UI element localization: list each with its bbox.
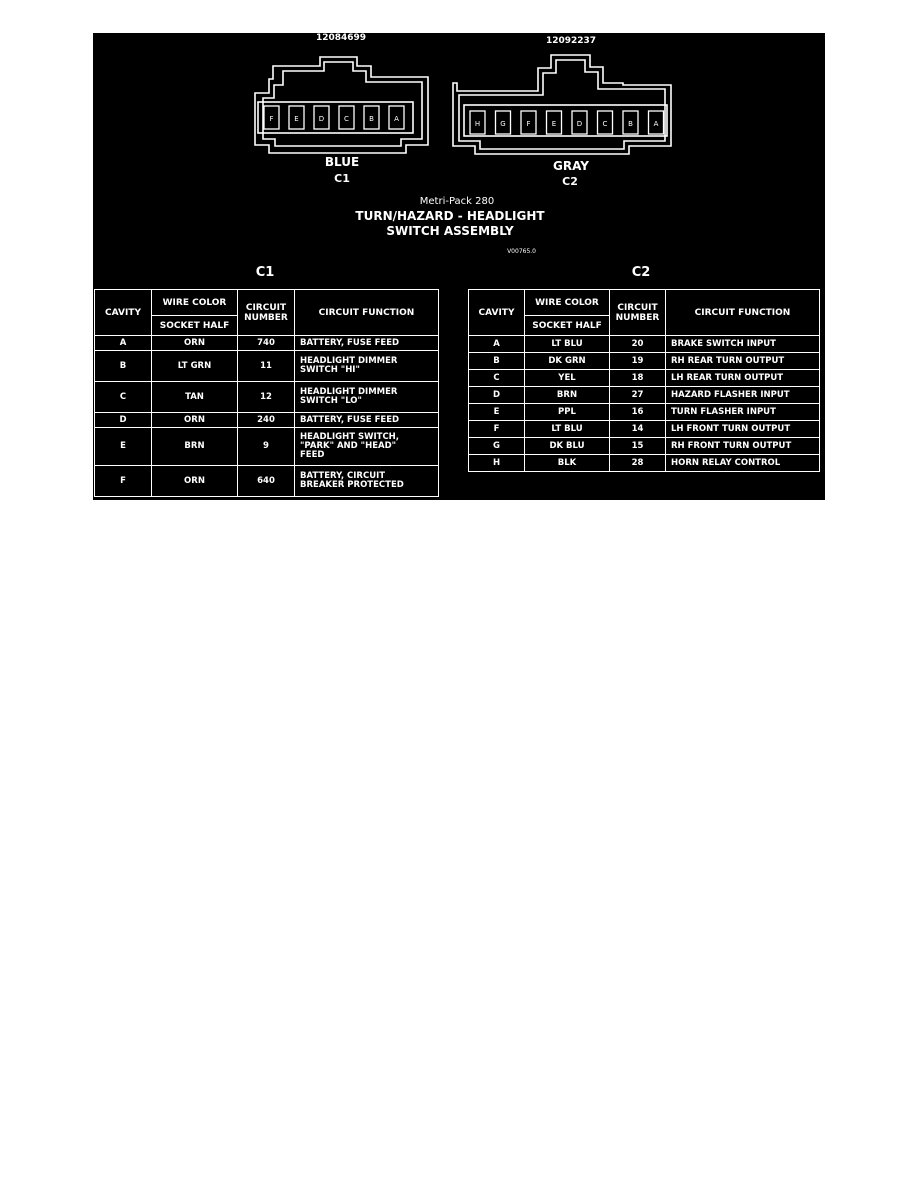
wire-color-cell: ORN: [152, 413, 238, 428]
table-row: [469, 353, 820, 370]
wire-color-cell: YEL: [525, 370, 610, 387]
circuit-function-line: SWITCH "LO": [300, 396, 362, 406]
circuit-function-cell: [666, 404, 820, 421]
assembly-title-line2: SWITCH ASSEMBLY: [386, 224, 514, 238]
wire-color-cell: LT BLU: [525, 421, 610, 438]
circuit-number-cell: 740: [238, 336, 295, 351]
c2-connector: [453, 55, 671, 154]
header-circuit-number: [238, 290, 295, 336]
c1-connector-name: C1: [334, 172, 350, 185]
table-row: [95, 466, 439, 497]
pin-label: B: [628, 120, 633, 128]
circuit-function-line: RH FRONT TURN OUTPUT: [671, 440, 792, 451]
circuit-function-line: SWITCH "HI": [300, 365, 360, 375]
c1-part-number: 12084699: [315, 33, 367, 43]
pin-label: A: [394, 115, 399, 123]
wire-color-cell: ORN: [152, 466, 238, 497]
pin-label: F: [269, 115, 274, 123]
table-row: [469, 455, 820, 472]
wire-color-cell: LT GRN: [152, 351, 238, 382]
circuit-function-cell: [295, 351, 439, 382]
c1-color-label: BLUE: [324, 155, 360, 169]
cavity-cell: C: [95, 382, 152, 413]
c2-pin-window: [464, 105, 667, 136]
pin-label: A: [653, 120, 659, 128]
circuit-number-cell: 28: [610, 455, 666, 472]
circuit-function-line: HORN RELAY CONTROL: [671, 457, 781, 468]
circuit-function-cell: [666, 455, 820, 472]
table-row: [95, 382, 439, 413]
c1-pinout-table: [94, 289, 439, 497]
table-row: [95, 428, 439, 466]
table-row: [469, 404, 820, 421]
wire-color-cell: DK BLU: [525, 438, 610, 455]
c2-table-label: C2: [631, 265, 651, 280]
header-circuit-number-line2: NUMBER: [615, 312, 660, 323]
header-socket-half: SOCKET HALF: [525, 316, 610, 336]
circuit-number-cell: 12: [238, 382, 295, 413]
pin-label: D: [576, 120, 583, 128]
circuit-function-line: HEADLIGHT DIMMER: [300, 356, 398, 366]
circuit-function-line: HAZARD FLASHER INPUT: [671, 389, 790, 400]
table-row: [469, 387, 820, 404]
circuit-function-line: BATTERY, CIRCUIT: [300, 471, 386, 481]
wire-color-cell: DK GRN: [525, 353, 610, 370]
cavity-cell: F: [95, 466, 152, 497]
c2-part-number: 12092237: [545, 36, 597, 46]
circuit-function-line: RH REAR TURN OUTPUT: [671, 355, 785, 366]
header-circuit-function: CIRCUIT FUNCTION: [295, 290, 439, 336]
pin-label: C: [602, 120, 608, 128]
table-row: [469, 438, 820, 455]
header-cavity: CAVITY: [469, 290, 525, 336]
circuit-number-cell: 15: [610, 438, 666, 455]
cavity-cell: D: [95, 413, 152, 428]
wire-color-cell: ORN: [152, 336, 238, 351]
circuit-number-cell: 640: [238, 466, 295, 497]
circuit-number-cell: 20: [610, 336, 666, 353]
table-row: [469, 336, 820, 353]
circuit-function-cell: [295, 428, 439, 466]
circuit-number-cell: 16: [610, 404, 666, 421]
circuit-number-cell: 11: [238, 351, 295, 382]
circuit-number-cell: 18: [610, 370, 666, 387]
circuit-function-line: BREAKER PROTECTED: [300, 480, 404, 490]
header-circuit-number-line2: NUMBER: [244, 312, 288, 323]
circuit-function-line: LH FRONT TURN OUTPUT: [671, 423, 791, 434]
c1-connector: [255, 57, 428, 153]
circuit-function-line: FEED: [300, 450, 325, 460]
circuit-function-cell: [295, 382, 439, 413]
table-row: [469, 421, 820, 438]
circuit-number-cell: 27: [610, 387, 666, 404]
pin-label: G: [500, 120, 506, 128]
cavity-cell: E: [95, 428, 152, 466]
circuit-function-line: HEADLIGHT DIMMER: [300, 387, 398, 397]
cavity-cell: D: [469, 387, 525, 404]
circuit-number-cell: 14: [610, 421, 666, 438]
pin-label: C: [344, 115, 349, 123]
connector-drawing: [93, 33, 825, 293]
connector-family-label: Metri-Pack 280: [419, 196, 495, 207]
c2-pin-row: [470, 111, 664, 134]
header-cavity: CAVITY: [95, 290, 152, 336]
pin-label: F: [526, 120, 531, 128]
table-row: [95, 413, 439, 428]
wire-color-cell: BLK: [525, 455, 610, 472]
circuit-function-cell: [666, 438, 820, 455]
circuit-function-cell: [295, 466, 439, 497]
c1-table-label: C1: [255, 265, 275, 280]
header-wire-color: WIRE COLOR: [525, 290, 610, 316]
header-circuit-function: CIRCUIT FUNCTION: [666, 290, 820, 336]
circuit-function-cell: [666, 336, 820, 353]
wire-color-cell: LT BLU: [525, 336, 610, 353]
wire-color-cell: BRN: [525, 387, 610, 404]
table-row: [469, 370, 820, 387]
circuit-function-line: BATTERY, FUSE FEED: [300, 414, 400, 425]
header-circuit-number-line1: CIRCUIT: [245, 302, 287, 313]
cavity-cell: B: [95, 351, 152, 382]
circuit-function-line: BRAKE SWITCH INPUT: [671, 338, 776, 349]
assembly-title-line1: TURN/HAZARD - HEADLIGHT: [355, 209, 545, 223]
circuit-number-cell: 9: [238, 428, 295, 466]
cavity-cell: A: [95, 336, 152, 351]
header-wire-color: WIRE COLOR: [152, 290, 238, 316]
circuit-function-cell: [666, 387, 820, 404]
pin-label: E: [551, 120, 557, 128]
connector-diagram-panel: [93, 33, 825, 500]
circuit-number-cell: 19: [610, 353, 666, 370]
cavity-cell: A: [469, 336, 525, 353]
c2-color-label: GRAY: [553, 159, 589, 173]
circuit-number-cell: 240: [238, 413, 295, 428]
circuit-function-cell: [295, 413, 439, 428]
cavity-cell: B: [469, 353, 525, 370]
pin-label: D: [318, 115, 325, 123]
header-socket-half: SOCKET HALF: [152, 316, 238, 336]
circuit-function-line: LH REAR TURN OUTPUT: [671, 372, 784, 383]
pin-label: B: [369, 115, 374, 123]
circuit-function-cell: [666, 370, 820, 387]
cavity-cell: H: [469, 455, 525, 472]
cavity-cell: E: [469, 404, 525, 421]
figure-reference: V00765.0: [507, 248, 536, 255]
circuit-function-line: BATTERY, FUSE FEED: [300, 337, 400, 348]
circuit-function-line: "PARK" AND "HEAD": [300, 441, 397, 451]
cavity-cell: G: [469, 438, 525, 455]
pin-label: E: [294, 115, 299, 123]
c2-connector-name: C2: [562, 175, 578, 188]
c1-pin-row: [264, 106, 404, 129]
header-circuit-number-line1: CIRCUIT: [617, 302, 658, 313]
header-circuit-number: [610, 290, 666, 336]
table-row: [95, 351, 439, 382]
cavity-cell: F: [469, 421, 525, 438]
wire-color-cell: TAN: [152, 382, 238, 413]
cavity-cell: C: [469, 370, 525, 387]
wire-color-cell: PPL: [525, 404, 610, 421]
circuit-function-cell: [295, 336, 439, 351]
circuit-function-cell: [666, 421, 820, 438]
circuit-function-line: HEADLIGHT SWITCH,: [300, 432, 400, 442]
wire-color-cell: BRN: [152, 428, 238, 466]
circuit-function-cell: [666, 353, 820, 370]
pin-label: H: [474, 120, 481, 128]
circuit-function-line: TURN FLASHER INPUT: [671, 406, 776, 417]
c2-pinout-table: [468, 289, 820, 472]
table-row: [95, 336, 439, 351]
